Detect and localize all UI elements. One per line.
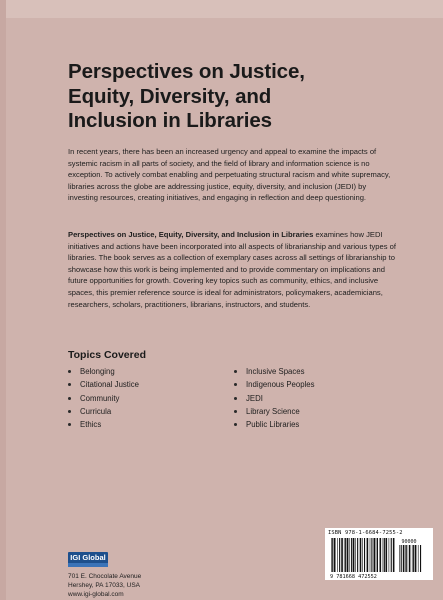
- topic-item: [234, 365, 315, 378]
- title-line-1: Perspectives on Justice,: [68, 60, 305, 83]
- address-website: www.igi-global.com: [68, 591, 124, 599]
- barcode-bar: [357, 538, 358, 572]
- barcode-bar: [347, 538, 349, 572]
- topic-label: Community: [80, 393, 120, 403]
- intro-paragraph: In recent years, there has been an increased urgency and appeal to examine the impacts of systemic racism in all parts of society, and the field of library and information science is no exception. To actively combat enabling and perpetuating structural racism and white supremacy, libraries across the globe are addressing justice, equity, diversity, and inclusion (JEDI) by investing resources, creating initiatives, and engaging in reflection and deep questioning.: [68, 147, 391, 203]
- bullet-icon: [68, 397, 71, 400]
- barcode-bar: [339, 538, 340, 572]
- barcode-bar: [420, 545, 421, 572]
- barcode-bar: [370, 538, 371, 572]
- barcode-bar: [389, 538, 390, 572]
- barcode-bar: [384, 538, 385, 572]
- topic-label: Ethics: [80, 420, 102, 430]
- topic-item: [68, 378, 139, 391]
- publisher-logo: [68, 552, 108, 567]
- barcode-bar: [341, 538, 343, 572]
- price-code: 90000: [401, 539, 417, 545]
- barcode-bar: [386, 538, 388, 572]
- description-lead: Perspectives on Justice, Equity, Diversity, and Inclusion in Libraries: [68, 230, 314, 239]
- bullet-icon: [234, 423, 237, 426]
- bullet-icon: [234, 397, 237, 400]
- topic-item: [234, 418, 315, 431]
- topic-label: Belonging: [80, 367, 115, 376]
- bullet-icon: [68, 383, 71, 386]
- barcode-bar: [344, 538, 345, 572]
- barcode-bar: [377, 538, 378, 572]
- topics-heading: Topics Covered: [68, 349, 146, 361]
- barcode-bar: [349, 538, 350, 572]
- isbn-label: ISBN 978-1-6684-7255-2: [328, 530, 403, 536]
- topic-item: [234, 378, 315, 391]
- barcode-bar: [418, 545, 419, 572]
- address-city: Hershey, PA 17033, USA: [68, 582, 141, 590]
- barcode-bar: [374, 538, 376, 572]
- description-body: examines how JEDI initiatives and actions have been incorporated into all aspects of librarianship and various types of libraries. The book serves as a collection of exemplary cases across all settings of librarianship to showcase how this work is being implemented and to provide commentary on implications and future opportunities for growth. Covering key topics such as community, ethics, and inclusive spaces, this premier reference source is ideal for administrators, policymakers, academicians, researchers, scholars, practitioners, librarians, instructors, and students.: [68, 230, 396, 309]
- barcode-bar: [413, 545, 414, 572]
- barcode-bar: [355, 538, 356, 572]
- topic-label: Citational Justice: [80, 380, 139, 390]
- topics-list-column-2: [234, 365, 315, 431]
- barcode-bar: [409, 545, 411, 572]
- topic-label: JEDI: [246, 393, 263, 403]
- topic-item: [234, 392, 315, 405]
- publisher-logo-text: IGI Global: [70, 553, 106, 562]
- topic-label: Inclusive Spaces: [246, 367, 305, 376]
- bullet-icon: [234, 410, 237, 413]
- topic-label: Library Science: [246, 406, 300, 416]
- barcode-bar: [353, 538, 355, 572]
- bullet-icon: [234, 383, 237, 386]
- description-paragraph: [68, 229, 398, 310]
- top-band: [6, 0, 443, 18]
- topic-label: Curricula: [80, 406, 112, 416]
- barcode-bars-main: [331, 538, 394, 572]
- barcode-bars-addon: [399, 545, 421, 572]
- barcode-bar: [362, 538, 363, 572]
- topics-list-column-1: [68, 365, 139, 431]
- topic-item: [68, 405, 139, 418]
- barcode-bar: [401, 545, 402, 572]
- barcode-bar: [415, 545, 417, 572]
- barcode-bar: [405, 545, 406, 572]
- barcode-bar: [345, 538, 346, 572]
- barcode-bar: [360, 538, 362, 572]
- title-line-2: Equity, Diversity, and: [68, 84, 272, 108]
- barcode-bar: [331, 538, 332, 572]
- bullet-icon: [234, 370, 237, 373]
- barcode-bar: [364, 538, 365, 572]
- barcode-bar: [399, 545, 400, 572]
- barcode-bar: [393, 538, 395, 572]
- topic-label: Indigenous Peoples: [246, 380, 315, 390]
- topic-item: [68, 392, 139, 405]
- publisher-address: [68, 572, 141, 600]
- barcode-bar: [367, 538, 369, 572]
- topic-item: [68, 418, 139, 431]
- address-street: 701 E. Chocolate Avenue: [68, 573, 142, 580]
- title-line-3: Inclusion in Libraries: [68, 109, 272, 132]
- bullet-icon: [68, 423, 71, 426]
- barcode-bar: [376, 538, 377, 572]
- barcode-bar: [406, 545, 407, 572]
- bullet-icon: [68, 370, 71, 373]
- barcode-bar: [383, 538, 384, 572]
- barcode-bar: [337, 538, 338, 572]
- barcode-bar: [380, 538, 382, 572]
- topic-label: Public Libraries: [246, 420, 300, 430]
- barcode-bar: [332, 538, 333, 572]
- book-title: [68, 60, 408, 134]
- topic-item: [234, 405, 315, 418]
- publisher-logo-tagline-bar: [68, 563, 108, 567]
- barcode: [329, 537, 429, 579]
- bullet-icon: [68, 410, 71, 413]
- barcode-bar: [403, 545, 405, 572]
- barcode-bar: [391, 538, 392, 572]
- barcode-digits: 9 781668 472552: [330, 574, 377, 579]
- barcode-box: [325, 528, 433, 580]
- barcode-bar: [412, 545, 413, 572]
- topic-item: [68, 365, 139, 378]
- barcode-bar: [371, 538, 372, 572]
- barcode-bar: [334, 538, 336, 572]
- barcode-bar: [351, 538, 352, 572]
